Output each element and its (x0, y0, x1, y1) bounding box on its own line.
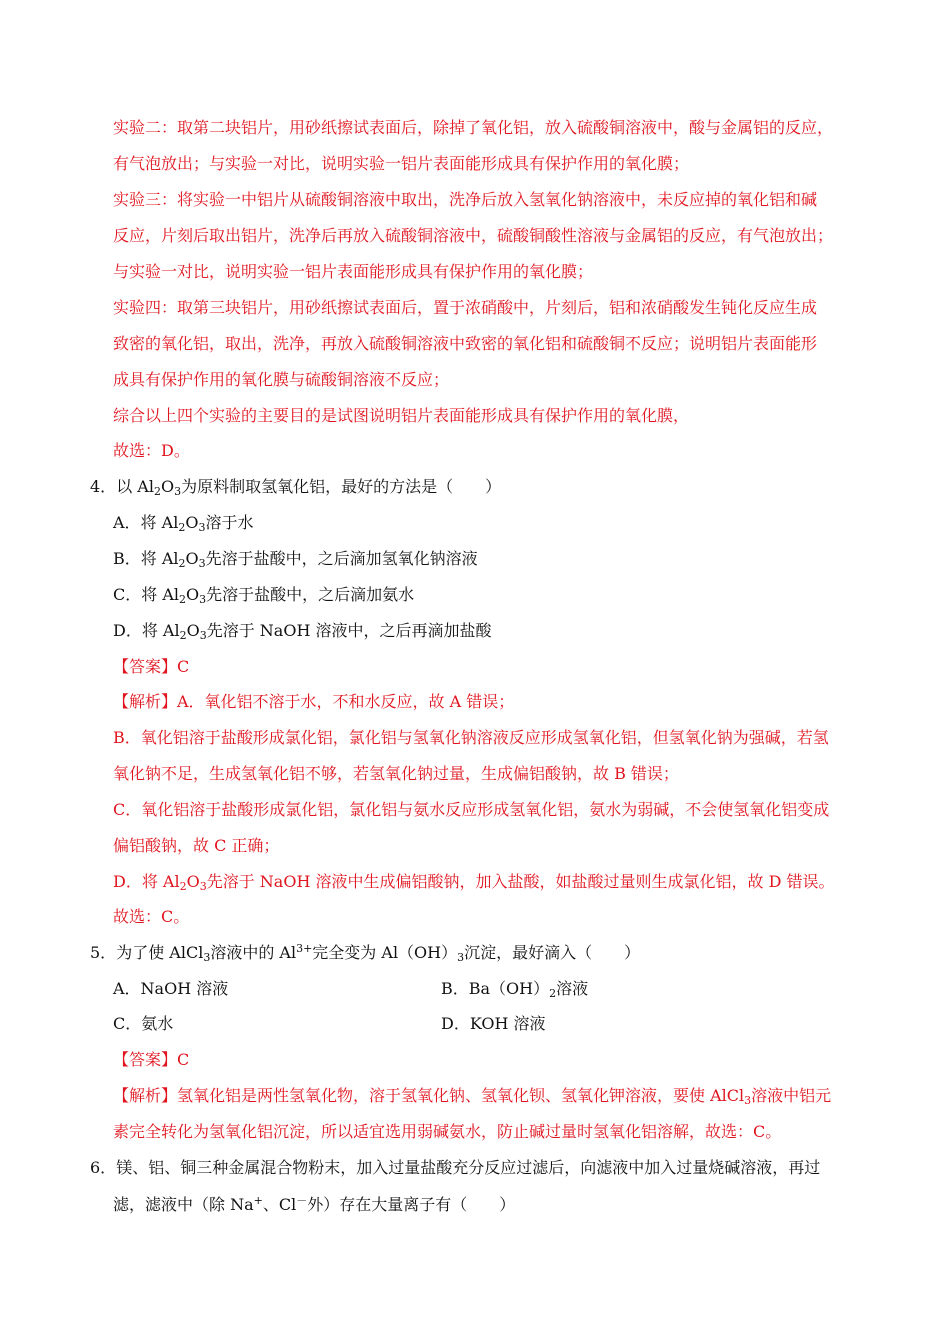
question-5-option-d: D．KOH 溶液 (441, 1014, 546, 1033)
question-number: 5． (90, 943, 117, 962)
analysis-line: 素完全转化为氢氧化铝沉淀，所以适宜选用弱碱氨水，防止碱过量时氢氧化铝溶解，故选：C。 (113, 1122, 782, 1141)
question-6-stem-line2: 滤，滤液中（除 Na+、Cl－外）存在大量离子有（ ） (113, 1194, 516, 1214)
analysis-line: C．氧化铝溶于盐酸形成氯化铝，氯化铝与氨水反应形成氢氧化铝，氨水为弱碱，不会使氢氧化铝变成 (113, 800, 830, 819)
analysis-line: B．氧化铝溶于盐酸形成氯化铝，氯化铝与氢氧化钠溶液反应形成氢氧化铝，但氢氧化钠为强碱，若氢 (113, 728, 829, 747)
question-6-stem: 6．镁、铝、铜三种金属混合物粉末，加入过量盐酸充分反应过滤后，向滤液中加入过量烧碱溶液，再过 (90, 1158, 821, 1177)
question-4-stem: 4．以 $Al_2O_3$为原料制取氢氧化铝，最好的方法是（ ） (90, 477, 502, 498)
question-4-option-b: B．将 $Al_2O_3$先溶于盐酸中，之后滴加氢氧化钠溶液 (113, 549, 478, 570)
question-5-answer: 【答案】C (113, 1050, 190, 1069)
analysis-line: 偏铝酸钠，故 C 正确； (113, 836, 280, 855)
question-5-option-c: C．氨水 (113, 1014, 174, 1033)
question-5-stem: 5．为了使 AlCl$_3$溶液中的 $Al^{3+}$完全变为 $Al(OH)_3$沉淀，最好滴入（ ） (90, 942, 641, 964)
analysis-line: 致密的氧化铝，取出，洗净，再放入硫酸铜溶液中致密的氧化铝和硫酸铜不反应；说明铝片表面能形 (113, 334, 818, 353)
question-4-option-a: A．将 $Al_2O_3$溶于水 (113, 513, 254, 534)
analysis-line: 实验三：将实验一中铝片从硫酸铜溶液中取出，洗净后放入氢氧化钠溶液中，未反应掉的氧化铝和碱 (113, 190, 818, 209)
analysis-line: 实验二：取第二块铝片，用砂纸擦试表面后，除掉了氧化铝，放入硫酸铜溶液中，酸与金属铝的反应， (113, 118, 834, 137)
question-4-option-d: D．将 $Al_2O_3$先溶于 NaOH 溶液中，之后再滴加盐酸 (113, 621, 492, 642)
analysis-line: 【解析】氢氧化铝是两性氢氧化物，溶于氢氧化钠、氢氧化钡、氢氧化钾溶液，要使 AlCl$_3$溶液中铝元 (113, 1086, 832, 1107)
analysis-line: 【解析】A．氧化铝不溶于水，不和水反应，故 A 错误； (113, 692, 515, 711)
question-4-option-c: C．将 $Al_2O_3$先溶于盐酸中，之后滴加氨水 (113, 585, 415, 606)
question-number: 4． (90, 477, 117, 496)
analysis-choice: 故选：D。 (113, 441, 190, 460)
analysis-line: 成具有保护作用的氧化膜与硫酸铜溶液不反应； (113, 370, 450, 389)
analysis-line: 氧化钠不足，生成氢氧化铝不够，若氢氧化钠过量，生成偏铝酸钠，故 B 错误； (113, 764, 679, 783)
analysis-line: 实验四：取第三块铝片，用砂纸擦试表面后，置于浓硝酸中，片刻后，铝和浓硝酸发生钝化反应生成 (113, 298, 818, 317)
analysis-line: D．将 $Al_2O_3$先溶于 NaOH 溶液中生成偏铝酸钠，加入盐酸，如盐酸过量则生成氯化铝，故 D 错误。 (113, 872, 835, 893)
analysis-choice: 故选：C。 (113, 907, 190, 926)
question-4-answer: 【答案】C (113, 657, 190, 676)
question-number: 6． (90, 1158, 117, 1177)
analysis-line: 反应，片刻后取出铝片，洗净后再放入硫酸铜溶液中，硫酸铜酸性溶液与金属铝的反应，有气泡放出； (113, 226, 834, 245)
question-5-option-b: B．$Ba(OH)_2$溶液 (441, 979, 589, 1000)
question-5-option-a: A．NaOH 溶液 (113, 979, 229, 998)
analysis-line: 综合以上四个实验的主要目的是试图说明铝片表面能形成具有保护作用的氧化膜， (113, 406, 690, 425)
analysis-line: 与实验一对比，说明实验一铝片表面能形成具有保护作用的氧化膜； (113, 262, 594, 281)
analysis-line: 有气泡放出；与实验一对比，说明实验一铝片表面能形成具有保护作用的氧化膜； (113, 154, 690, 173)
